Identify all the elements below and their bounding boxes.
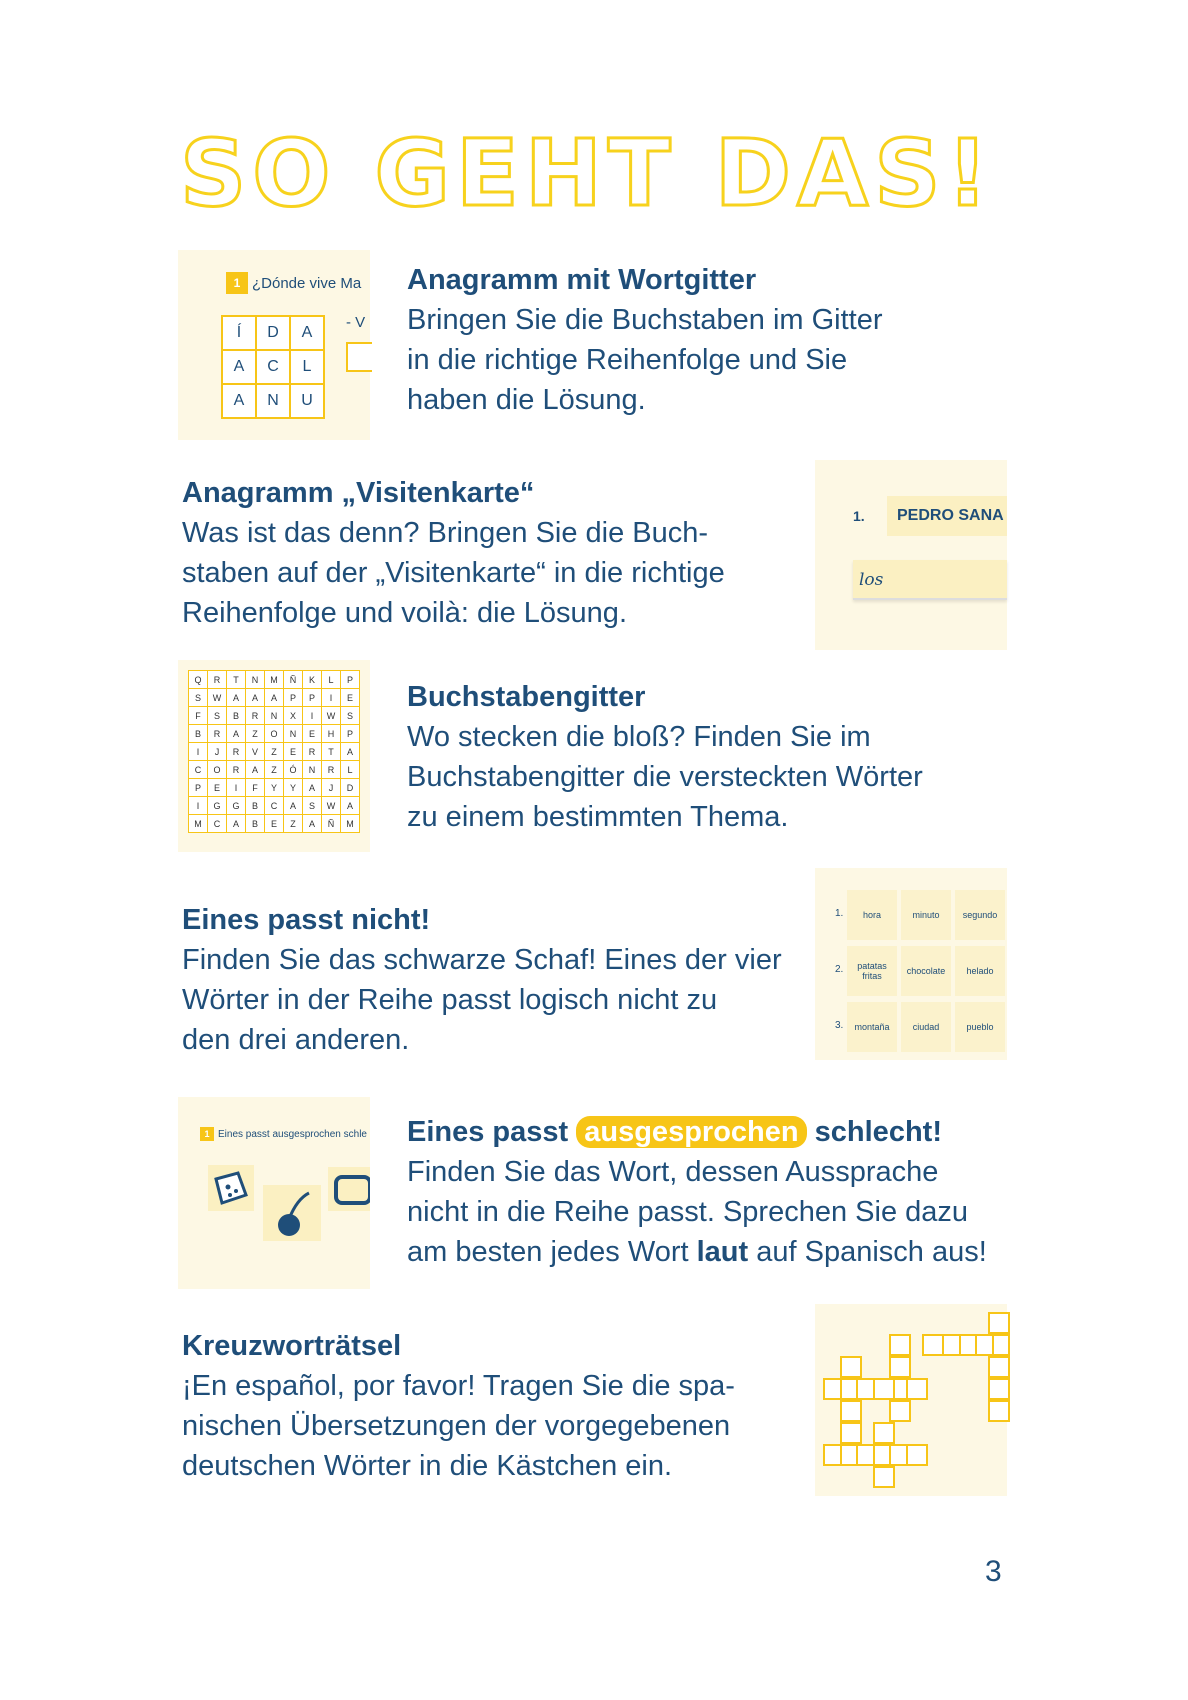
grid-cell: R xyxy=(227,743,246,761)
section-text: Finden Sie das schwarze Schaf! Eines der vier xyxy=(182,944,782,976)
grid-cell: N xyxy=(246,671,265,689)
grid-cell: A xyxy=(341,743,360,761)
section-heading: Anagramm „Visitenkarte“ xyxy=(182,477,535,509)
grid-cell: Ñ xyxy=(322,815,341,833)
grid-cell: A xyxy=(265,689,284,707)
grid-cell: O xyxy=(208,761,227,779)
business-card-thumbnail xyxy=(815,460,1007,650)
word-cell: patatas fritas xyxy=(847,946,897,996)
word-search-grid xyxy=(188,670,360,833)
grid-cell: T xyxy=(227,671,246,689)
section-text: Finden Sie das Wort, dessen Aussprache xyxy=(407,1156,939,1188)
exercise-badge: 1 xyxy=(200,1127,214,1141)
crossword-cell xyxy=(889,1400,911,1422)
grid-cell: L xyxy=(322,671,341,689)
heading-part: Eines passt xyxy=(407,1116,569,1148)
crossword-cell xyxy=(988,1378,1010,1400)
word-cell: chocolate xyxy=(901,946,951,996)
grid-cell: R xyxy=(208,725,227,743)
grid-cell: O xyxy=(265,725,284,743)
grid-cell: H xyxy=(322,725,341,743)
word-cell: ciudad xyxy=(901,1002,951,1052)
grid-cell: R xyxy=(227,761,246,779)
section-text: zu einem bestimmten Thema. xyxy=(407,801,789,833)
section-anagramm-visitenkarte xyxy=(182,473,725,633)
grid-cell: I xyxy=(322,689,341,707)
answer-box xyxy=(346,342,372,372)
word-cell: minuto xyxy=(901,890,951,940)
grid-cell: Y xyxy=(265,779,284,797)
section-text: den drei anderen. xyxy=(182,1024,410,1056)
row-number: 2. xyxy=(835,964,844,975)
grid-cell: I xyxy=(189,797,208,815)
grid-cell: E xyxy=(208,779,227,797)
section-heading: Anagramm mit Wortgitter xyxy=(407,264,757,296)
grid-cell: P xyxy=(303,689,322,707)
grid-cell: G xyxy=(208,797,227,815)
grid-cell: B xyxy=(246,797,265,815)
crossword-cell xyxy=(922,1334,944,1356)
grid-cell: R xyxy=(208,671,227,689)
grid-cell: A xyxy=(246,761,265,779)
word-cell: helado xyxy=(955,946,1005,996)
grid-cell: V xyxy=(246,743,265,761)
grid-cell: M xyxy=(341,815,360,833)
crossword-cell xyxy=(873,1378,895,1400)
grid-cell: N xyxy=(303,761,322,779)
page-title: SO GEHT DAS! xyxy=(180,120,995,227)
crossword-cell xyxy=(906,1444,928,1466)
row-number: 1. xyxy=(835,908,844,919)
crossword-cell xyxy=(840,1422,862,1444)
section-text: Reihenfolge und voilà: die Lösung. xyxy=(182,597,627,629)
section-anagramm-wortgitter xyxy=(407,260,883,420)
crossword-cell xyxy=(988,1312,1010,1334)
section-text: nischen Übersetzungen der vorgegebenen xyxy=(182,1410,731,1442)
grid-cell: N xyxy=(284,725,303,743)
grid-cell: R xyxy=(322,761,341,779)
crossword-cell xyxy=(873,1466,895,1488)
grid-cell: E xyxy=(265,815,284,833)
section-heading xyxy=(407,1112,987,1152)
section-eines-passt-nicht xyxy=(182,900,782,1060)
grid-cell: X xyxy=(284,707,303,725)
section-kreuzwortraetsel xyxy=(182,1326,735,1486)
crossword-cell xyxy=(889,1334,911,1356)
card-text: PEDRO SANA xyxy=(897,507,1004,524)
grid-cell: P xyxy=(341,725,360,743)
crossword-cell xyxy=(840,1356,862,1378)
word-cell: montaña xyxy=(847,1002,897,1052)
row-number: 3. xyxy=(835,1020,844,1031)
grid-cell: E xyxy=(341,689,360,707)
cheese-icon xyxy=(208,1165,254,1211)
section-text: Was ist das denn? Bringen Sie die Buch- xyxy=(182,517,709,549)
grid-cell: W xyxy=(322,797,341,815)
section-text: ¡En español, por favor! Tragen Sie die spa- xyxy=(182,1370,735,1402)
crossword-cell xyxy=(873,1422,895,1444)
section-text: Buchstabengitter die versteckten Wörter xyxy=(407,761,923,793)
crossword-cell xyxy=(889,1356,911,1378)
grid-cell: Z xyxy=(265,743,284,761)
grid-cell: C xyxy=(265,797,284,815)
grid-cell: L xyxy=(341,761,360,779)
grid-cell: K xyxy=(303,671,322,689)
crossword-cell xyxy=(988,1356,1010,1378)
page-number: 3 xyxy=(985,1555,1002,1588)
crossword-cell xyxy=(988,1400,1010,1422)
grid-cell: Z xyxy=(284,815,303,833)
grid-cell: B xyxy=(246,815,265,833)
section-eines-passt-ausgesprochen xyxy=(407,1112,987,1272)
grid-cell: D xyxy=(341,779,360,797)
letter-grid: Í D A A C L A N U xyxy=(221,315,325,419)
grid-cell: J xyxy=(322,779,341,797)
grid-cell: N xyxy=(265,707,284,725)
grid-cell: P xyxy=(341,671,360,689)
grid-cell: M xyxy=(265,671,284,689)
grid-cell: J xyxy=(208,743,227,761)
grid-cell: M xyxy=(189,815,208,833)
grid-cell: A xyxy=(284,797,303,815)
crossword-thumbnail xyxy=(815,1304,1007,1496)
grid-cell: S xyxy=(341,707,360,725)
cherry-icon xyxy=(263,1185,321,1241)
word-search-thumbnail xyxy=(178,660,370,852)
section-text: nicht in die Reihe passt. Sprechen Sie dazu xyxy=(407,1196,969,1228)
pronunciation-thumbnail xyxy=(178,1097,370,1289)
grid-cell: W xyxy=(208,689,227,707)
grid-cell: E xyxy=(303,725,322,743)
section-text: in die richtige Reihenfolge und Sie xyxy=(407,344,848,376)
item-number: 1. xyxy=(853,508,865,524)
grid-cell: B xyxy=(227,707,246,725)
grid-cell: Z xyxy=(246,725,265,743)
grid-cell: W xyxy=(322,707,341,725)
grid-cell: Ó xyxy=(284,761,303,779)
question-text: ¿Dónde vive Ma xyxy=(252,274,362,292)
jar-icon xyxy=(328,1167,370,1211)
grid-cell: P xyxy=(189,779,208,797)
grid-cell: I xyxy=(189,743,208,761)
grid-cell: B xyxy=(189,725,208,743)
grid-cell: I xyxy=(303,707,322,725)
grid-cell: A xyxy=(227,725,246,743)
grid-cell: C xyxy=(208,815,227,833)
section-text: Wo stecken die bloß? Finden Sie im xyxy=(407,721,871,753)
grid-cell: P xyxy=(284,689,303,707)
grid-cell: G xyxy=(227,797,246,815)
grid-cell: Q xyxy=(189,671,208,689)
answer-text: los xyxy=(859,570,884,590)
grid-cell: Y xyxy=(284,779,303,797)
heading-highlight: ausgesprochen xyxy=(576,1116,806,1148)
grid-cell: T xyxy=(322,743,341,761)
business-card xyxy=(887,496,1007,536)
grid-cell: A xyxy=(246,689,265,707)
section-heading: Kreuzworträtsel xyxy=(182,1330,402,1362)
grid-cell: A xyxy=(227,815,246,833)
grid-cell: C xyxy=(189,761,208,779)
grid-cell: A xyxy=(303,815,322,833)
section-text: deutschen Wörter in die Kästchen ein. xyxy=(182,1450,673,1482)
anagram-grid-thumbnail xyxy=(178,250,370,440)
section-text: Bringen Sie die Buchstaben im Gitter xyxy=(407,304,883,336)
section-text: haben die Lösung. xyxy=(407,384,646,416)
grid-cell: A xyxy=(303,779,322,797)
section-buchstabengitter xyxy=(407,677,923,837)
grid-cell: F xyxy=(189,707,208,725)
grid-cell: A xyxy=(341,797,360,815)
section-text: staben auf der „Visitenkarte“ in die richtige xyxy=(182,557,725,589)
section-heading: Buchstabengitter xyxy=(407,681,646,713)
odd-one-out-thumbnail xyxy=(815,868,1007,1060)
word-cell: hora xyxy=(847,890,897,940)
grid-cell: F xyxy=(246,779,265,797)
grid-cell: R xyxy=(303,743,322,761)
exercise-badge: 1 xyxy=(226,272,248,294)
grid-cell: S xyxy=(208,707,227,725)
section-text: Wörter in der Reihe passt logisch nicht zu xyxy=(182,984,718,1016)
heading-part: schlecht! xyxy=(814,1116,942,1148)
grid-cell: I xyxy=(227,779,246,797)
crossword-cell xyxy=(840,1400,862,1422)
grid-cell: E xyxy=(284,743,303,761)
word-cell: segundo xyxy=(955,890,1005,940)
dash-text: - V xyxy=(346,314,366,331)
grid-cell: R xyxy=(246,707,265,725)
bold-word: laut xyxy=(696,1236,749,1268)
grid-cell: A xyxy=(227,689,246,707)
exercise-label: Eines passt ausgesprochen schle xyxy=(218,1128,367,1140)
grid-cell: Ñ xyxy=(284,671,303,689)
answer-field xyxy=(853,560,1007,600)
grid-cell: S xyxy=(189,689,208,707)
grid-cell: S xyxy=(303,797,322,815)
crossword-cell xyxy=(906,1378,928,1400)
section-heading: Eines passt nicht! xyxy=(182,904,431,936)
word-cell: pueblo xyxy=(955,1002,1005,1052)
grid-cell: Z xyxy=(265,761,284,779)
section-text: am besten jedes Wort laut auf Spanisch aus! xyxy=(407,1236,987,1268)
